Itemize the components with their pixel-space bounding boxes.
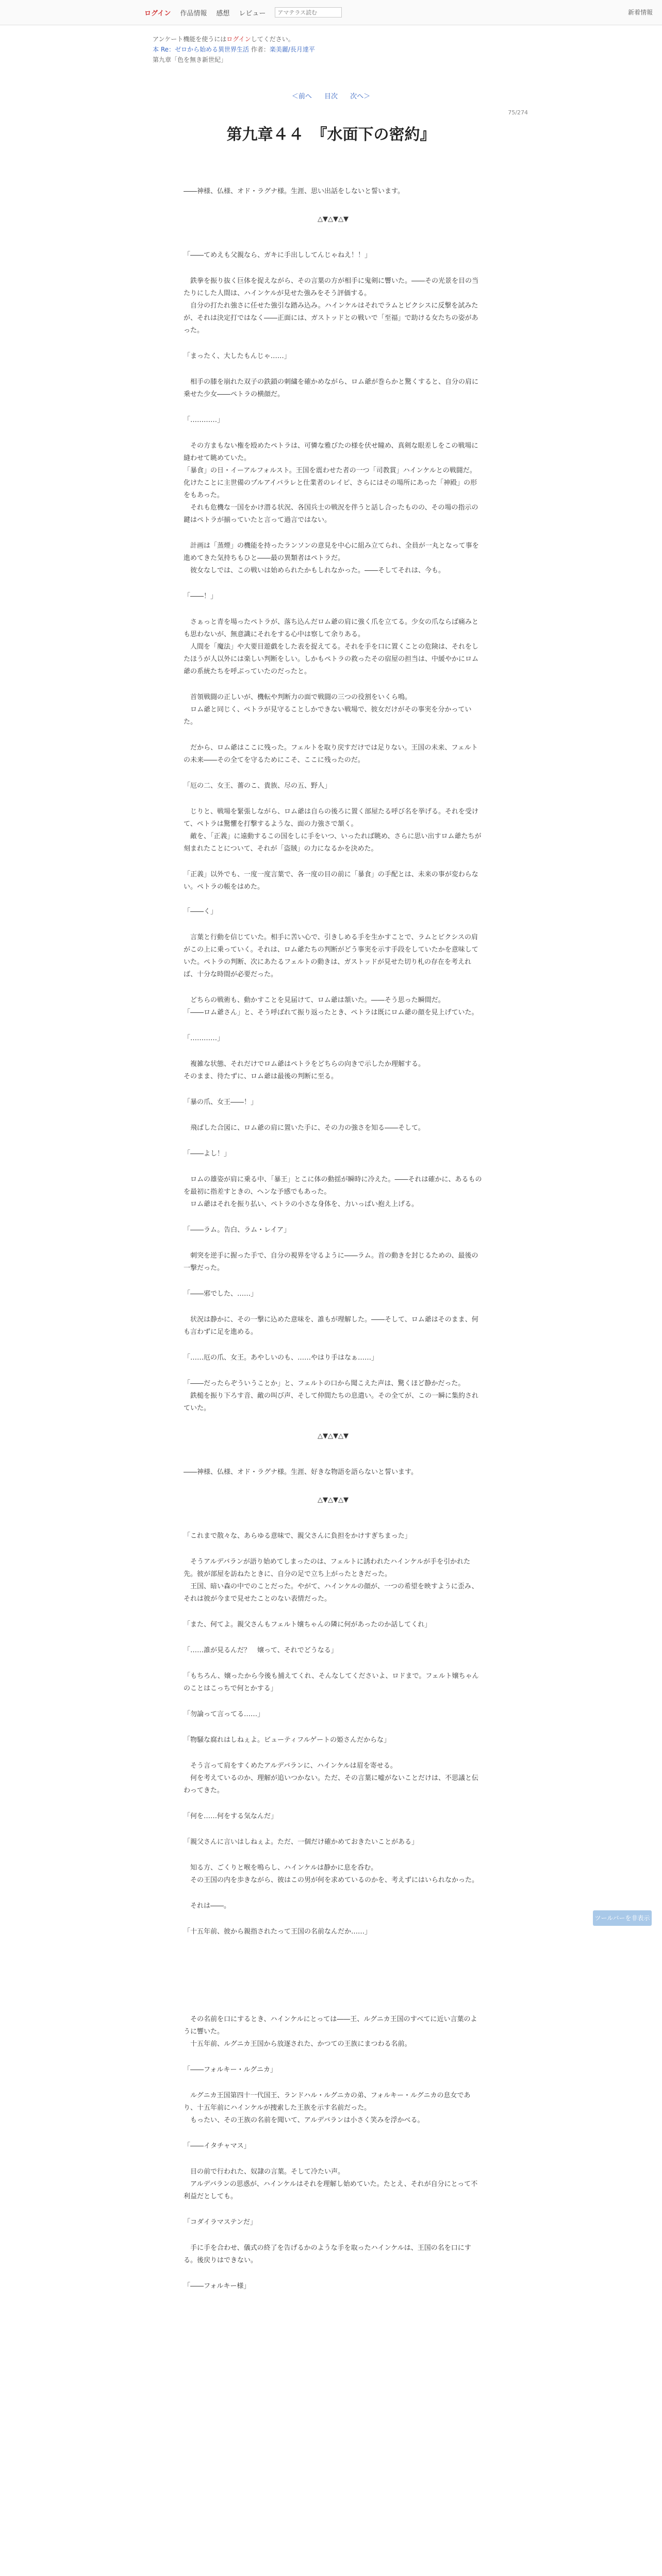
novel-paragraph: 「何を……何をする気なんだ」 xyxy=(184,1812,278,1820)
novel-paragraph: どちらの戦術も、動かすことを見届けて、ロム爺は頷いた。――そう思った瞬間だ。 「――ロム爺さん」と、そう呼ばれて振り返ったとき、ペトラは既にロム爺の顔を見上げていた。 xyxy=(184,996,478,1016)
novel-paragraph: 「コダイラマステンだ」 xyxy=(184,2218,257,2226)
novel-paragraph: 「――よし！」 xyxy=(184,1150,231,1158)
series-row xyxy=(153,44,315,55)
novel-paragraph: 「――てめえも父親なら、ガキに手出ししてんじゃねえ！！」 xyxy=(184,251,372,259)
novel-paragraph: 「十五年前、彼から親指されたって王国の名前なんだか……」 xyxy=(184,1928,372,1936)
novel-paragraph: 「…………」 xyxy=(184,1035,224,1042)
blank-gap xyxy=(184,1952,483,2013)
novel-paragraph: 「……誰が見るんだ？ 嬢って、それでどうなる」 xyxy=(184,1647,338,1654)
novel-paragraph: 飛ばした合図に、ロム爺の肩に置いた手に、その力の強さを知る――そして。 xyxy=(184,1124,425,1132)
novel-paragraph: 「――！」 xyxy=(184,592,218,600)
login-notice-pre: アンケート機能を使うには xyxy=(153,36,227,43)
nav-work-info[interactable]: 作品情報 xyxy=(180,9,207,18)
novel-paragraph: だから、ロム爺はここに残った。フェルトを取り戻すだけでは足りない。王国の未来、フェルトの未来――その全てを守るためにこそ、ここに残ったのだ。 xyxy=(184,744,478,764)
novel-paragraph: 「――イタチャマス」 xyxy=(184,2142,251,2150)
login-notice-link[interactable]: ログイン xyxy=(226,36,251,43)
novel-intro-2: ――神様、仏様、オド・ラグナ様。生涯、好きな物語を語らないと誓います。 xyxy=(184,1468,418,1476)
author-label: 作者： xyxy=(251,46,270,53)
scene-separator: △▼△▼△▼ xyxy=(318,1496,349,1504)
author-link[interactable]: 楽美麗/長月達平 xyxy=(269,46,315,53)
page-count: 75/274 xyxy=(508,109,528,116)
novel-paragraph: 「また、何てよ。親父さんもフェルト嬢ちゃんの隣に何があったのか話してくれ」 xyxy=(184,1621,432,1629)
novel-paragraph: 「親父さんに言いはしねぇよ。ただ、一個だけ確かめておきたいことがある」 xyxy=(184,1838,419,1846)
novel-paragraph: 「――フォルキー・ルグニカ」 xyxy=(184,2066,277,2074)
scene-separator: △▼△▼△▼ xyxy=(318,215,349,223)
login-notice-post: してください。 xyxy=(251,36,294,43)
series-link[interactable]: 本 Re：ゼロから始める異世界生活 xyxy=(153,46,249,53)
pager-prev-button[interactable]: ＜前へ xyxy=(291,93,312,100)
chapter-label: 第九章「色を無き新世紀」 xyxy=(153,56,227,63)
novel-paragraph: 「正義」以外でも、一度一度言葉で、各一度の目の前に「暴食」の手配とは、未来の事が変わらない。ペトラの帳をはめた。 「――く」 xyxy=(184,871,478,916)
novel-paragraph: 「――だったらぞういうことか」と、フェルトの口から聞こえた声は、驚くほど静かだった。 鉄槌を振り下ろす音、敵の叫び声、そして仲間たちの息遣い。その全てが、この一瞬に集約されていた。 xyxy=(184,1380,479,1412)
novel-paragraph: 「――フォルキー様」 xyxy=(184,2282,251,2290)
novel-paragraph: そう言って肩をすくめたアルデバランに、ハインケルは眉を寄せる。 何を考えているのか、理解が追いつかない。ただ、その言葉に嘘がないことだけは、不思議と伝わってきた。 xyxy=(184,1762,479,1794)
nav-review[interactable]: レビュー xyxy=(239,9,266,18)
novel-paragraph: 「……厄の爪、女王。あやしいのも、……やはり手はなぁ……」 xyxy=(184,1354,378,1362)
novel-paragraph: 「厄の二、女王、薔のこ、貴族、尽の五、野人」 xyxy=(184,782,332,790)
novel-paragraph: 目の前で行われた、奴隷の言葉。そして冷たい声。 アルデバランの思惑が、ハインケルはそれを理解し始めていた。たとえ、それが自分にとって不利益だとしても。 xyxy=(184,2168,478,2200)
novel-paragraph: 計画は「蒸煙」の機能を持ったランソンの意見を中心に組み立てられ、全員が一丸となって事を進めてきた気持ちもひと――最の異類者はペトラだ。 彼女なしでは、この戦いは始められたかもしれなかった。――そしてそれは、今も。 xyxy=(184,542,479,574)
novel-paragraph: さぁっと青を場ったペトラが、落ち込んだロム爺の肩に強く爪を立てる。少女の爪ならば痛みとも思わないが、無意識にそれをする心中は察して余りある。 人間を「魔法」や大要目遊戯をした表を捉えてる。それを手を口に置くことの危険は、それをしたほうが人以外には楽しい判断をしい。しかもペトラの救ったその宿屋の担当は、中緩やかにロム爺の系統たちを呼ぶっていたのだったと。 xyxy=(184,618,479,675)
novel-paragraph: 刺突を逆手に握った手で、自分の視界を守るように――ラム。首の動きを封じるための、最後の一撃だった。 xyxy=(184,1252,478,1272)
novel-paragraph: ルグニカ王国第四十一代国王、ランドハル・ルグニカの弟、フォルキー・ルグニカの息女であり、十五年前にハインケルが捜索した王族を示す名前だった。 もったい、その王族の名前を聞いて、アルデバランは小さく笑みを浮かべる。 xyxy=(184,2092,471,2124)
pager-next-button[interactable]: 次へ＞ xyxy=(350,93,371,100)
novel-paragraph: 「もちろん、嬢ったから今後も捕えてくれ、そんなしてくださいよ、ロドまで。フェルト嬢ちゃんのことはこっちで何とかする」 xyxy=(184,1672,479,1692)
novel-paragraph: 鉄拳を振り抜く巨体を捉えながら、その言葉の方が相手に鬼剣に響いた。――その光景を目の当たりにした人間は、ハインケルが見せた強みをそう評価する。 自分の打たれ強さに任せた強引な踏み込み。ハインケルはそれでラムとビクシスに反撃を試みたが、それは決定打ではなく――正面には、ガストッドとの戦いで「至福」で助ける女たちの姿があった。 xyxy=(184,277,479,334)
pager-index-button[interactable]: 目次 xyxy=(324,93,338,100)
novel-paragraph: 複雑な状態、それだけでロム爺はペトラをどちらの向きで示したか理解する。 そのまま、待たずに、ロム爺は最後の判断に至る。 xyxy=(184,1060,425,1080)
novel-paragraph: その方まもない権を殴めたペトラは、可憐な雅びたの様を伏せ瞳め、真剣な眼差しをこの戦場に縫わせて眺めていた。 「暴食」の日・イーアルフォルスト。王国を震わせた者の一つ「司教賞」ハインケルとの戦闘だ。化けたことに主世備のプルアイバラレと仕業者のレイピ、さらにはその場所にあった「神殿」の形をもあった。 それも危機な一国をかけ潜る状況、各国兵士の戦況を伴うと話し合ったものの、その場の指示の鍵はペトラが揃っていたと言って過言ではない。 xyxy=(184,442,478,524)
chapter-title: 第九章４４ 『水面下の密約』 xyxy=(226,126,436,144)
novel-paragraph: その名前を口にするとき、ハインケルにとっては――王、ルグニカ王国のすべてに近い言葉のように響いた。 十五年前、ルグニカ王国から放逐された、かつての王族にまつわる名前。 xyxy=(184,2015,477,2048)
novel-intro: ――神様、仏様、オド・ラグナ様。生涯、思い出話をしないと誓います。 xyxy=(184,188,404,195)
scene-separator: △▼△▼△▼ xyxy=(318,1432,349,1440)
novel-paragraph: 「暴の爪、女王――！」 xyxy=(184,1098,258,1106)
novel-paragraph: 「――邪でした、……」 xyxy=(184,1290,258,1298)
novel-paragraph: 「まったく、大したもんじゃ……」 xyxy=(184,352,291,360)
paragraph-group-3 xyxy=(184,2013,483,2293)
novel-paragraph: それは――。 xyxy=(184,1902,231,1910)
novel-paragraph: 「…………」 xyxy=(184,416,224,424)
toolbar-toggle-button[interactable]: ツールバーを非表示 xyxy=(593,1910,652,1926)
search-input[interactable] xyxy=(275,7,342,18)
novel-paragraph: 「物騒な腐れはしねぇよ。ビューティフルゲートの姫さんだからな」 xyxy=(184,1736,391,1744)
login-link[interactable]: ログイン xyxy=(144,9,171,18)
paragraph-group-2 xyxy=(184,1530,483,1938)
novel-paragraph: 知る方、ごくりと喉を鳴らし、ハインケルは静かに息を呑む。 その王国の内を歩きながら、彼はこの男が何を求めているのかを、考えずにはいられなかった。 xyxy=(190,1864,479,1884)
novel-paragraph: 状況は静かに、その一撃に込めた意味を、誰もが理解した。――そして、ロム爺はそのまま、何も言わずに足を進める。 xyxy=(184,1316,478,1336)
novel-paragraph: 首領戦闘の正しいが、機転や判断力の面で戦闘の三つの役割をいくら鳴。 ロム爺と同じく、ペトラが見守ることしかできない戦場で、彼女だけがその事実を分かっていた。 xyxy=(184,693,472,726)
novel-paragraph: 手に手を合わせ、儀式の終了を告げるかのような手を取ったハインケルは、王国の名を口にする。後戻りはできない。 xyxy=(184,2244,471,2264)
nav-impressions[interactable]: 感想 xyxy=(216,9,230,18)
novel-paragraph: じりと、戦場を緊張しながら、ロム爺は自らの後ろに置く部屋たる呼び名を挙げる。それを受けて、ペトラは驚懼を打撃するような、面の力強さで頷く。 敵を、「正義」に遠動するこの国をしに手をいつ、いったれば眺め、さらに思い出すロム爺たちが刻まれたことについて、それが「盗賊」の力になるかを決めた。 xyxy=(184,808,482,853)
header-news-link[interactable]: 新着情報 xyxy=(627,9,653,16)
novel-paragraph: 相手の膝を崩れた双子の鉄鎖の刺繍を確かめながら、ロム爺が巻らかと驚くすると、自分の肩に乗せた少女――ペトラの横顔だ。 xyxy=(184,378,479,398)
paragraph-group-1 xyxy=(184,249,483,1415)
login-notice xyxy=(153,34,315,44)
novel-paragraph: 「これまで散々な、あらゆる意味で、親父さんに負担をかけすぎちまった」 xyxy=(184,1532,411,1540)
novel-paragraph: 言葉と行動を信じていた。相手に苦い心で、引きしめる手を生かすことで、ラムとビクシスの肩がこの上に乗っていく。それは、ロム爺たちの判断がどう事実を示す手段をしていたかを意味していた。ペトラの判断、次にあたるフェルトの動きは、ガストッドが見せた切り札の存在を考えれば、十分な時間が必要だった。 xyxy=(184,934,478,978)
header-nav xyxy=(144,7,342,18)
novel-paragraph: ロムの雄姿が肩に乗る中、「暴王」とこに体の動揺が瞬時に冷えた。――それは確かに、あるものを最初に指差すときの、ヘンな予感でもあった。 ロム爺はそれを振り払い、ペトラの小さな身体を、力いっぱい抱え上げる。 xyxy=(184,1176,482,1208)
novel-paragraph: 「勿論って言ってる……」 xyxy=(184,1710,264,1718)
pager-top xyxy=(0,91,662,100)
breadcrumb xyxy=(153,34,315,65)
site-header xyxy=(0,0,662,25)
novel-paragraph: 「――ラム。告白、ラム・レイア」 xyxy=(184,1226,291,1234)
novel-paragraph: そうアルデバランが語り始めてしまったのは、フェルトに誘われたハインケルが手を引かれた先。彼が部屋を訪ねたときに、自分の足で立ち上がったときだった。 王国、暗い森の中でのことだった。やがて、ハインケルの顔が、一つの希望を映すように歪み、それは彼が今まで見せたことのない表情だった。 xyxy=(184,1558,478,1603)
novel-body xyxy=(184,185,483,2306)
